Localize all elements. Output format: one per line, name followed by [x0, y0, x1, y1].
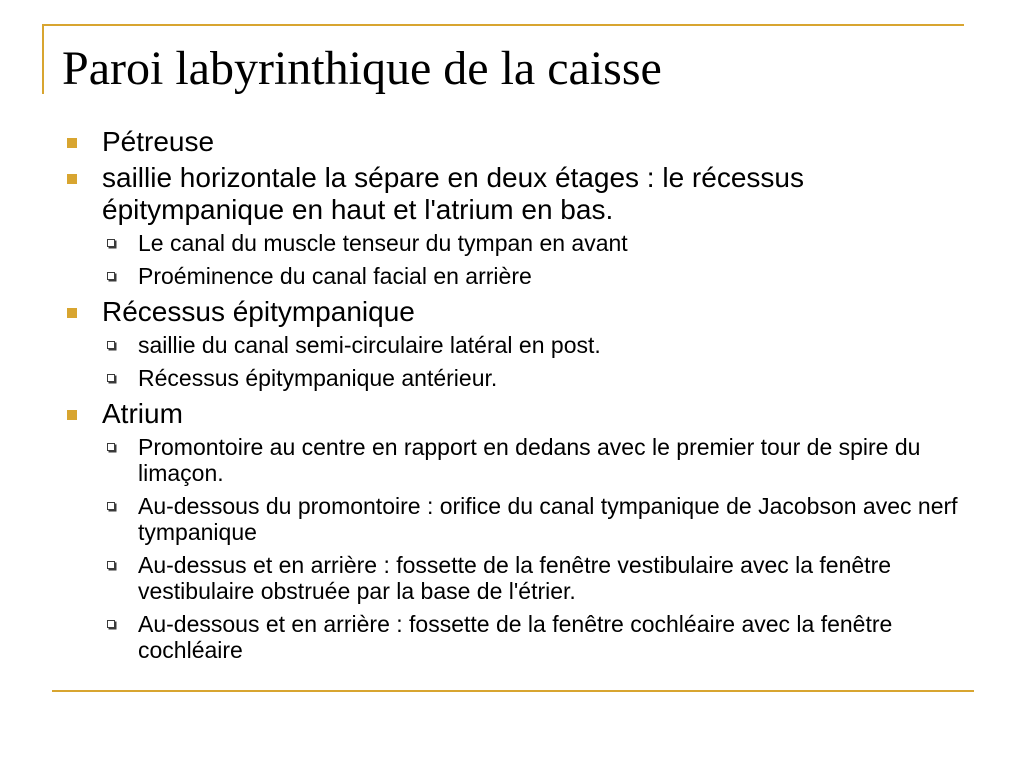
- bullet-item-recessus-epitympanique: [62, 296, 962, 391]
- bullet-item-saillie-horizontale: [62, 162, 962, 289]
- sub-bullet-item: [102, 263, 962, 289]
- sub-bullet-text: Au-dessous et en arrière : fossette de la fenêtre cochléaire avec la fenêtre cochléaire: [138, 611, 893, 663]
- sub-bullet-text: saillie du canal semi-circulaire latéral en post.: [138, 332, 601, 358]
- square-bullet-icon: [67, 308, 77, 318]
- hollow-square-bullet-icon: [107, 341, 115, 349]
- square-bullet-icon: [67, 138, 77, 148]
- bullet-item-petreuse: [62, 126, 962, 158]
- hollow-square-bullet-icon: [107, 272, 115, 280]
- sub-bullet-item: [102, 230, 962, 256]
- sub-bullet-item: [102, 332, 962, 358]
- hollow-square-bullet-icon: [107, 443, 115, 451]
- bullet-text: Pétreuse: [102, 126, 215, 157]
- sub-bullet-item: [102, 552, 962, 604]
- sub-bullet-text: Au-dessus et en arrière : fossette de la fenêtre vestibulaire avec la fenêtre vestibulaire obstruée par la base de l'étrier.: [138, 552, 892, 604]
- sub-bullet-list: [102, 230, 962, 289]
- sub-bullet-item: [102, 611, 962, 663]
- bullet-text: Atrium: [102, 398, 183, 429]
- sub-bullet-text: Promontoire au centre en rapport en dedans avec le premier tour de spire du limaçon.: [138, 434, 921, 486]
- sub-bullet-text: Proéminence du canal facial en arrière: [138, 263, 532, 289]
- sub-bullet-item: [102, 493, 962, 545]
- hollow-square-bullet-icon: [107, 620, 115, 628]
- sub-bullet-text: Le canal du muscle tenseur du tympan en avant: [138, 230, 628, 256]
- square-bullet-icon: [67, 410, 77, 420]
- hollow-square-bullet-icon: [107, 561, 115, 569]
- hollow-square-bullet-icon: [107, 502, 115, 510]
- hollow-square-bullet-icon: [107, 239, 115, 247]
- bullet-list: [62, 126, 962, 670]
- sub-bullet-item: [102, 365, 962, 391]
- sub-bullet-list: [102, 434, 962, 663]
- sub-bullet-text: Au-dessous du promontoire : orifice du canal tympanique de Jacobson avec nerf tympanique: [138, 493, 958, 545]
- frame-bottom-rule: [52, 690, 974, 692]
- frame-top-rule: [42, 24, 964, 26]
- hollow-square-bullet-icon: [107, 374, 115, 382]
- sub-bullet-text: Récessus épitympanique antérieur.: [138, 365, 498, 391]
- bullet-text: saillie horizontale la sépare en deux étages : le récessus épitympanique en haut et l'atrium en bas.: [102, 162, 804, 225]
- square-bullet-icon: [67, 174, 77, 184]
- bullet-item-atrium: [62, 398, 962, 663]
- bullet-text: Récessus épitympanique: [102, 296, 415, 327]
- frame-left-rule: [42, 24, 44, 94]
- sub-bullet-item: [102, 434, 962, 486]
- slide-title: Paroi labyrinthique de la caisse: [62, 42, 662, 95]
- sub-bullet-list: [102, 332, 962, 391]
